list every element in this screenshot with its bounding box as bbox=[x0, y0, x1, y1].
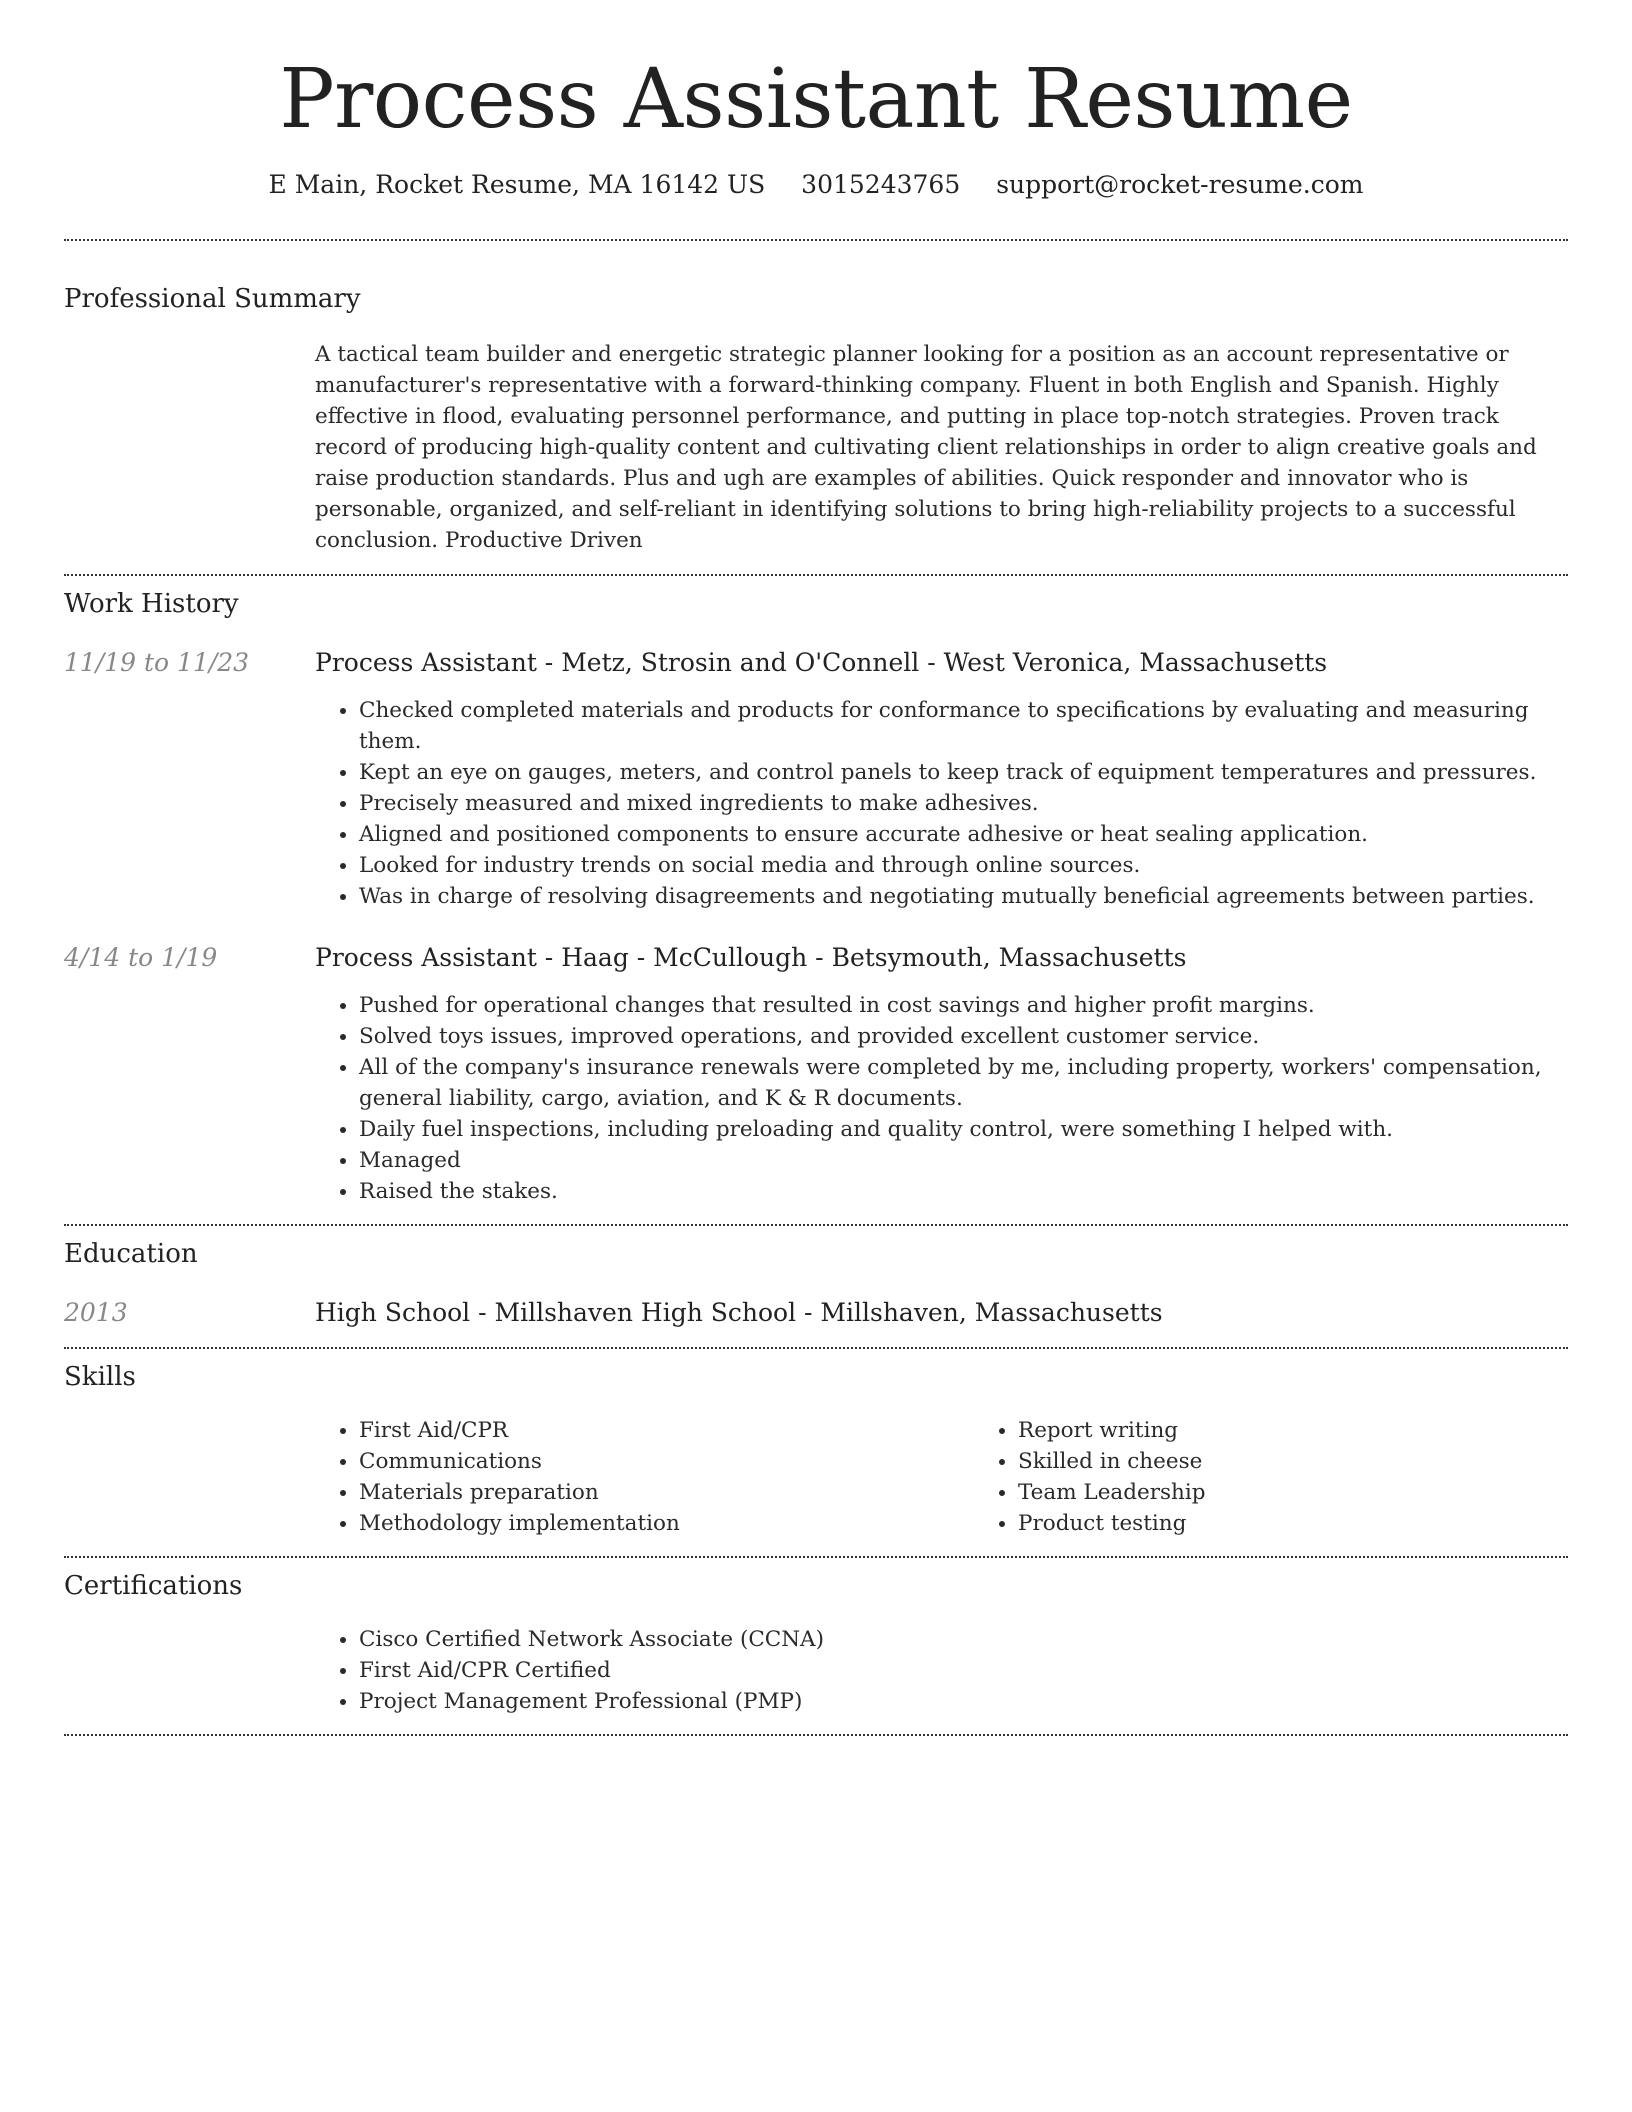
work-heading: Work History bbox=[64, 589, 239, 619]
contact-phone: 3015243765 bbox=[801, 170, 961, 199]
divider bbox=[64, 1556, 1568, 1558]
list-item: • Materials preparation bbox=[359, 1477, 974, 1508]
list-item: • Team Leadership bbox=[1018, 1477, 1632, 1508]
contact-address: E Main, Rocket Resume, MA 16142 US bbox=[268, 170, 766, 199]
education-entry bbox=[64, 1297, 1568, 1329]
education-title: High School - Millshaven High School - Millshaven, Massachusetts bbox=[315, 1298, 1163, 1327]
list-item: • Solved toys issues, improved operations, and provided excellent customer service. bbox=[359, 1021, 1568, 1052]
divider bbox=[64, 1347, 1568, 1349]
page-title: Process Assistant Resume bbox=[279, 52, 1353, 147]
list-item: • Kept an eye on gauges, meters, and control panels to keep track of equipment temperatures and pressures. bbox=[359, 757, 1568, 788]
job-title: Process Assistant - Metz, Strosin and O'Connell - West Veronica, Massachusetts bbox=[315, 648, 1328, 677]
divider bbox=[64, 239, 1568, 241]
list-item: • Checked completed materials and products for conformance to specifications by evaluating and measuring them. bbox=[359, 695, 1568, 757]
list-item: • Methodology implementation bbox=[359, 1508, 974, 1539]
summary-text: A tactical team builder and energetic strategic planner looking for a position as an account representative or manufacturer's representative with a forward-thinking company. Fluent in both English and Spanish. Highly effective in flood, evaluating personnel performance, and putting in place top-notch strategies. Proven track record of producing high-quality content and cultivating client relationships in order to align creative goals and raise production standards. Plus and ugh are examples of abilities. Quick responder and innovator who is personable, organized, and self-reliant in identifying solutions to bring high-reliability projects to a successful conclusion. Productive Driven bbox=[315, 342, 1537, 553]
list-item: • Precisely measured and mixed ingredients to make adhesives. bbox=[359, 788, 1568, 819]
list-item: • Product testing bbox=[1018, 1508, 1632, 1539]
list-item: • First Aid/CPR Certified bbox=[359, 1655, 1568, 1686]
list-item: • Aligned and positioned components to ensure accurate adhesive or heat sealing application. bbox=[359, 819, 1568, 850]
list-item: • Pushed for operational changes that resulted in cost savings and higher profit margins. bbox=[359, 990, 1568, 1021]
job-entry bbox=[64, 647, 1568, 912]
divider bbox=[64, 574, 1568, 576]
list-item: • All of the company's insurance renewals were completed by me, including property, workers' compensation, general liability, cargo, aviation, and K & R documents. bbox=[359, 1052, 1568, 1114]
list-item: • Raised the stakes. bbox=[359, 1176, 1568, 1207]
certifications-list bbox=[315, 1624, 1568, 1717]
job-bullets bbox=[315, 695, 1568, 912]
list-item: • Report writing bbox=[1018, 1415, 1632, 1446]
skills-heading: Skills bbox=[64, 1362, 136, 1392]
list-item: • Skilled in cheese bbox=[1018, 1446, 1632, 1477]
skills-list-left bbox=[315, 1415, 974, 1539]
list-item: • Managed bbox=[359, 1145, 1568, 1176]
job-dates: 4/14 to 1/19 bbox=[64, 943, 218, 972]
summary-heading: Professional Summary bbox=[64, 284, 361, 314]
contact-line bbox=[64, 170, 1568, 200]
list-item: • Cisco Certified Network Associate (CCNA) bbox=[359, 1624, 1568, 1655]
resume-page bbox=[64, 0, 1568, 1736]
job-entry bbox=[64, 942, 1568, 1207]
divider bbox=[64, 1734, 1568, 1736]
job-dates: 11/19 to 11/23 bbox=[64, 648, 250, 677]
job-title: Process Assistant - Haag - McCullough - Betsymouth, Massachusetts bbox=[315, 943, 1187, 972]
list-item: • Daily fuel inspections, including preloading and quality control, were something I helped with. bbox=[359, 1114, 1568, 1145]
education-year: 2013 bbox=[64, 1298, 128, 1327]
job-bullets bbox=[315, 990, 1568, 1207]
list-item: • Communications bbox=[359, 1446, 974, 1477]
list-item: • Was in charge of resolving disagreements and negotiating mutually beneficial agreements between parties. bbox=[359, 881, 1568, 912]
list-item: • Looked for industry trends on social media and through online sources. bbox=[359, 850, 1568, 881]
contact-email: support@rocket-resume.com bbox=[996, 170, 1364, 199]
certifications-heading: Certifications bbox=[64, 1571, 243, 1601]
certifications-row bbox=[64, 1624, 1568, 1717]
summary-row bbox=[64, 339, 1568, 556]
skills-row bbox=[64, 1415, 1568, 1539]
list-item: • First Aid/CPR bbox=[359, 1415, 974, 1446]
skills-list-right bbox=[974, 1415, 1632, 1539]
education-heading: Education bbox=[64, 1239, 198, 1269]
list-item: • Project Management Professional (PMP) bbox=[359, 1686, 1568, 1717]
divider bbox=[64, 1224, 1568, 1226]
